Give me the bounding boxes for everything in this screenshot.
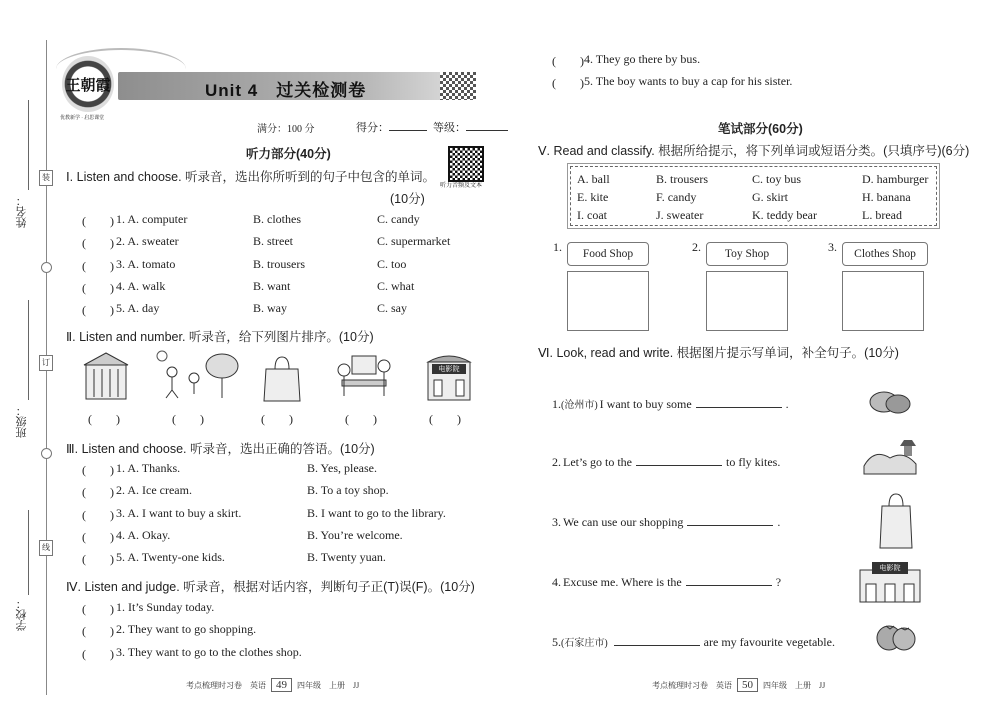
answer-box[interactable] bbox=[706, 271, 788, 331]
option-b: B. street bbox=[253, 234, 293, 249]
option-b: B. Yes, please. bbox=[307, 461, 378, 475]
option-b: B. Twenty yuan. bbox=[307, 550, 386, 565]
sentence-end: . bbox=[777, 515, 781, 529]
library-picture bbox=[82, 351, 130, 403]
option-a: 4. A. Okay. bbox=[116, 527, 171, 542]
answer-paren[interactable]: ( ) bbox=[82, 602, 114, 616]
option-a: 5. A. Twenty-one kids. bbox=[116, 550, 225, 565]
sentence-text: I want to buy some bbox=[599, 397, 692, 411]
judge-statement: 1. It’s Sunday today. bbox=[116, 600, 215, 614]
option-a: 3. A. tomato bbox=[116, 256, 176, 271]
answer-paren[interactable]: ( ) bbox=[82, 552, 114, 567]
option-a: 3. A. I want to buy a skirt. bbox=[116, 505, 242, 520]
word-option: D. hamburger bbox=[862, 172, 929, 186]
sentence-end: to fly kites. bbox=[726, 455, 781, 469]
option-a: 1. A. computer bbox=[116, 212, 188, 226]
option-c: C. supermarket bbox=[377, 234, 451, 249]
sentence-end: are my favourite vegetable. bbox=[703, 635, 835, 649]
answer-paren[interactable]: ( ) bbox=[82, 214, 114, 228]
shop-label: Clothes Shop bbox=[842, 242, 928, 266]
footer-left-prefix: 考点梳理时习卷 英语 bbox=[186, 681, 266, 690]
shopping-bag-picture-2 bbox=[878, 492, 914, 550]
sec2-title: Ⅱ. Listen and number. 听录音，给下列图片排序。(10分) bbox=[66, 330, 374, 344]
judge-statement: 3. They want to go to the clothes shop. bbox=[116, 645, 302, 659]
page-number-right: 50 bbox=[737, 678, 758, 692]
item-number: 3. bbox=[552, 515, 561, 529]
answer-paren[interactable]: ( ) bbox=[429, 412, 461, 426]
qr-caption: 听力音频及文本 bbox=[440, 183, 483, 189]
word-option: F. candy bbox=[656, 190, 697, 204]
park-picture bbox=[860, 436, 920, 478]
word-option: I. coat bbox=[577, 208, 607, 222]
sentence-text: We can use our shopping bbox=[563, 515, 684, 529]
answer-paren[interactable]: ( ) bbox=[261, 412, 293, 426]
option-c: C. what bbox=[377, 278, 415, 293]
word-option: H. banana bbox=[862, 190, 911, 204]
option-b: B. clothes bbox=[253, 212, 301, 226]
shop-number: 1. bbox=[553, 240, 562, 254]
option-b: B. I want to go to the library. bbox=[307, 505, 446, 520]
item-note: (沧州市) bbox=[561, 400, 598, 411]
qr-code[interactable] bbox=[448, 146, 484, 182]
binding-tag: 线 bbox=[39, 540, 53, 556]
grade-label: 等级： bbox=[433, 122, 466, 134]
name-label: 姓名： bbox=[16, 195, 28, 228]
score-total: 满分：100 分 bbox=[257, 124, 315, 135]
answer-paren[interactable]: ( ) bbox=[82, 507, 114, 522]
option-a: 4. A. walk bbox=[116, 278, 166, 293]
answer-blank[interactable] bbox=[614, 645, 700, 646]
item-number: 2. bbox=[552, 455, 561, 469]
footer-left-suffix: 四年级 上册 JJ bbox=[297, 681, 360, 690]
sentence-3 bbox=[552, 515, 780, 530]
sentence-text: Excuse me. Where is the bbox=[563, 575, 682, 589]
binding-tag: 订 bbox=[39, 355, 53, 371]
written-heading: 笔试部分(60分) bbox=[718, 122, 803, 136]
score-field bbox=[356, 119, 427, 135]
shop-number: 3. bbox=[828, 240, 837, 254]
footer-right bbox=[652, 678, 825, 692]
sec5-title: Ⅴ. Read and classify. 根据所给提示，将下列单词或短语分类。(只填序号)(6分) bbox=[538, 144, 970, 158]
binding-tag: 装 bbox=[39, 170, 53, 186]
sentence-1 bbox=[552, 396, 789, 412]
answer-blank[interactable] bbox=[687, 525, 773, 526]
item-number: 1. bbox=[552, 397, 561, 411]
answer-paren[interactable]: ( ) bbox=[552, 76, 584, 90]
score-label: 得分： bbox=[356, 122, 389, 134]
word-option: E. kite bbox=[577, 190, 609, 204]
sec4-title: Ⅳ. Listen and judge. 听录音，根据对话内容，判断句子正(T)误(F)。(10分) bbox=[66, 580, 475, 594]
word-option: G. skirt bbox=[752, 190, 788, 204]
word-option: L. bread bbox=[862, 208, 902, 222]
sec6-title: Ⅵ. Look, read and write. 根据图片提示写单词，补全句子。(10分) bbox=[538, 346, 899, 360]
sec1-points: (10分) bbox=[390, 192, 425, 206]
answer-paren[interactable]: ( ) bbox=[82, 529, 114, 544]
sec3-title: Ⅲ. Listen and choose. 听录音，选出正确的答语。(10分) bbox=[66, 442, 375, 456]
item-note: (石家庄市) bbox=[561, 638, 608, 649]
answer-blank[interactable] bbox=[696, 407, 782, 408]
cinema-sign: 电影院 bbox=[438, 365, 460, 373]
kids-computer-picture bbox=[334, 352, 394, 402]
sec1-title: Ⅰ. Listen and choose. 听录音，选出你所听到的句子中包含的单词。 bbox=[66, 170, 436, 184]
sentence-end: ? bbox=[775, 575, 782, 589]
option-c: C. say bbox=[377, 301, 407, 316]
page-title: Unit 4 过关检测卷 bbox=[205, 81, 367, 100]
option-b: B. To a toy shop. bbox=[307, 483, 389, 498]
banner-pattern bbox=[440, 72, 476, 100]
option-a: 1. A. Thanks. bbox=[116, 461, 181, 475]
word-option: C. toy bus bbox=[752, 172, 802, 186]
publisher-logo bbox=[62, 56, 114, 112]
item-number: 5. bbox=[552, 635, 561, 649]
option-b: B. want bbox=[253, 278, 291, 293]
option-b: B. You’re welcome. bbox=[307, 527, 403, 542]
logo-text: 王朝霞 bbox=[65, 77, 111, 94]
judge-statement: 2. They want to go shopping. bbox=[116, 622, 257, 636]
word-option: A. ball bbox=[577, 172, 610, 186]
footer-right-prefix: 考点梳理时习卷 英语 bbox=[652, 681, 732, 690]
word-option: J. sweater bbox=[656, 208, 704, 222]
school-label: 学校： bbox=[16, 598, 28, 631]
answer-paren[interactable]: ( ) bbox=[82, 280, 114, 295]
shop-label: Toy Shop bbox=[706, 242, 788, 266]
class-label: 班级： bbox=[16, 405, 28, 438]
answer-paren[interactable]: ( ) bbox=[345, 412, 377, 426]
answer-paren[interactable]: ( ) bbox=[82, 624, 114, 638]
option-b: B. trousers bbox=[253, 256, 305, 271]
judge-statement: 4. They go there by bus. bbox=[584, 52, 701, 66]
kids-park-picture bbox=[152, 348, 242, 400]
answer-box[interactable] bbox=[842, 271, 924, 331]
name-blank bbox=[28, 100, 29, 190]
answer-blank[interactable] bbox=[636, 465, 722, 466]
item-number: 4. bbox=[552, 575, 561, 589]
sentence-text: Let’s go to the bbox=[563, 455, 632, 469]
potato-picture bbox=[868, 384, 912, 418]
answer-blank[interactable] bbox=[686, 585, 772, 586]
answer-box[interactable] bbox=[567, 271, 649, 331]
cinema-sign-2: 电影院 bbox=[879, 564, 901, 572]
sentence-2 bbox=[552, 455, 780, 470]
option-b: B. way bbox=[253, 301, 287, 316]
shopping-bag-picture bbox=[262, 355, 302, 403]
school-blank bbox=[28, 510, 29, 595]
sentence-end: . bbox=[785, 397, 789, 411]
sentence-4 bbox=[552, 575, 781, 590]
binding-hole bbox=[41, 448, 52, 459]
word-option: B. trousers bbox=[656, 172, 708, 186]
footer-left bbox=[186, 678, 359, 692]
answer-paren[interactable]: ( ) bbox=[172, 412, 204, 426]
answer-paren[interactable]: ( ) bbox=[82, 485, 114, 500]
cinema-picture-2 bbox=[858, 560, 922, 604]
answer-paren[interactable]: ( ) bbox=[552, 54, 584, 68]
logo-sub: 优教新学 · 启思课堂 bbox=[60, 116, 105, 121]
tomato-picture bbox=[874, 620, 918, 654]
option-c: C. too bbox=[377, 256, 407, 271]
answer-paren[interactable]: ( ) bbox=[82, 236, 114, 251]
option-c: C. candy bbox=[377, 212, 420, 226]
binding-hole bbox=[41, 262, 52, 273]
answer-paren[interactable]: ( ) bbox=[82, 463, 114, 477]
option-a: 2. A. sweater bbox=[116, 234, 179, 249]
shop-number: 2. bbox=[692, 240, 701, 254]
option-a: 5. A. day bbox=[116, 301, 160, 316]
cinema-picture bbox=[426, 350, 472, 402]
answer-paren[interactable]: ( ) bbox=[82, 647, 114, 661]
answer-paren[interactable]: ( ) bbox=[82, 258, 114, 273]
answer-paren[interactable]: ( ) bbox=[88, 412, 120, 426]
page-number-left: 49 bbox=[271, 678, 292, 692]
grade-field bbox=[433, 119, 508, 135]
sentence-5 bbox=[552, 634, 835, 650]
option-a: 2. A. Ice cream. bbox=[116, 483, 192, 498]
listening-heading: 听力部分(40分) bbox=[246, 147, 331, 161]
class-blank bbox=[28, 300, 29, 400]
shop-label: Food Shop bbox=[567, 242, 649, 266]
footer-right-suffix: 四年级 上册 JJ bbox=[763, 681, 826, 690]
answer-paren[interactable]: ( ) bbox=[82, 303, 114, 318]
judge-statement: 5. The boy wants to buy a cap for his sister. bbox=[584, 74, 793, 88]
word-option: K. teddy bear bbox=[752, 208, 817, 222]
